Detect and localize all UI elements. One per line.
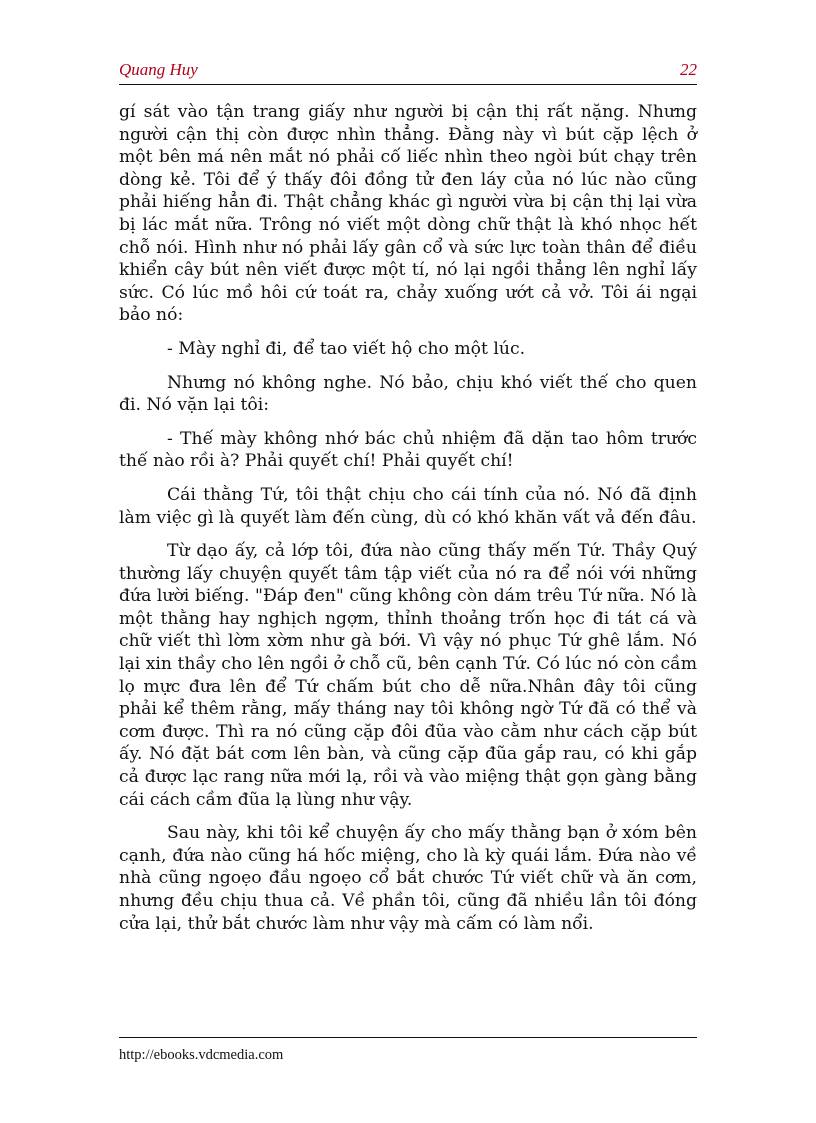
- paragraph: Từ dạo ấy, cả lớp tôi, đứa nào cũng thấy mến Tứ. Thầy Quý thường lấy chuyện quyết tâm tập viết của nó ra để nói với những đứa lười biếng. "Đáp đen" cũng không còn dám trêu Tứ nữa. Nó là một thằng hay nghịch ngợm, thỉnh thoảng trốn học đi tát cá và chữ viết thì lờm xờm như gà bới. Vì vậy nó phục Tứ ghê lắm. Nó lại xin thầy cho lên ngồi ở chỗ cũ, bên cạnh Tứ. Có lúc nó còn cầm lọ mực đưa lên để Tứ chấm bút cho dễ nữa.Nhân đây tôi cũng phải kể thêm rằng, mấy tháng nay tôi không ngờ Tứ đã có thể và cơm được. Thì ra nó cũng cặp đôi đũa vào cằm như cách cặp bút ấy. Nó đặt bát cơm lên bàn, và cũng cặp đũa gắp rau, có khi gắp cả được lạc rang nữa mới lạ, rồi và vào miệng thật gọn gàng bằng cái cách cầm đũa lạ lùng như vậy.: [119, 541, 697, 810]
- paragraph: gí sát vào tận trang giấy như người bị cận thị rất nặng. Nhưng người cận thị còn được nhìn thẳng. Đằng này vì bút cặp lệch ở một bên má nên mắt nó phải cố liếc nhìn theo ngòi bút chạy trên dòng kẻ. Tôi để ý thấy đôi đồng tử đen láy của nó lúc nào cũng phải hiếng hẳn đi. Thật chẳng khác gì người vừa bị cận thị lại vừa bị lác mắt nữa. Trông nó viết một dòng chữ thật là khó nhọc hết chỗ nói. Hình như nó phải lấy gân cổ và sức lực toàn thân để điều khiển cây bút nên viết được một tí, nó lại ngồi thẳng lên nghỉ lấy sức. Có lúc mồ hôi cứ toát ra, chảy xuống ướt cả vở. Tôi ái ngại bảo nó:: [119, 102, 697, 326]
- page-header: [119, 58, 697, 85]
- page-body: [119, 101, 697, 946]
- paragraph: Sau này, khi tôi kể chuyện ấy cho mấy thằng bạn ở xóm bên cạnh, đứa nào cũng há hốc miệng, cho là kỳ quái lắm. Đứa nào về nhà cũng ngoẹo đầu ngoẹo cổ bắt chước Tứ viết chữ và ăn cơm, nhưng đều chịu thua cả. Về phần tôi, cũng đã nhiều lần tôi đóng cửa lại, thử bắt chước làm như vậy mà cấm có làm nổi.: [119, 823, 697, 934]
- paragraph: - Thế mày không nhớ bác chủ nhiệm đã dặn tao hôm trước thế nào rồi à? Phải quyết chí! Phải quyết chí!: [119, 428, 697, 472]
- author-name: Quang Huy: [119, 60, 198, 79]
- paragraph: - Mày nghỉ đi, để tao viết hộ cho một lúc.: [167, 338, 526, 359]
- paragraph: Nhưng nó không nghe. Nó bảo, chịu khó viết thế cho quen đi. Nó vặn lại tôi:: [119, 372, 697, 416]
- page-number: 22: [680, 60, 697, 79]
- page-footer: [119, 1037, 697, 1064]
- footer-url: http://ebooks.vdcmedia.com: [119, 1047, 284, 1063]
- paragraph: Cái thằng Tứ, tôi thật chịu cho cái tính của nó. Nó đã định làm việc gì là quyết làm đến cùng, dù có khó khăn vất vả đến đâu.: [119, 484, 697, 528]
